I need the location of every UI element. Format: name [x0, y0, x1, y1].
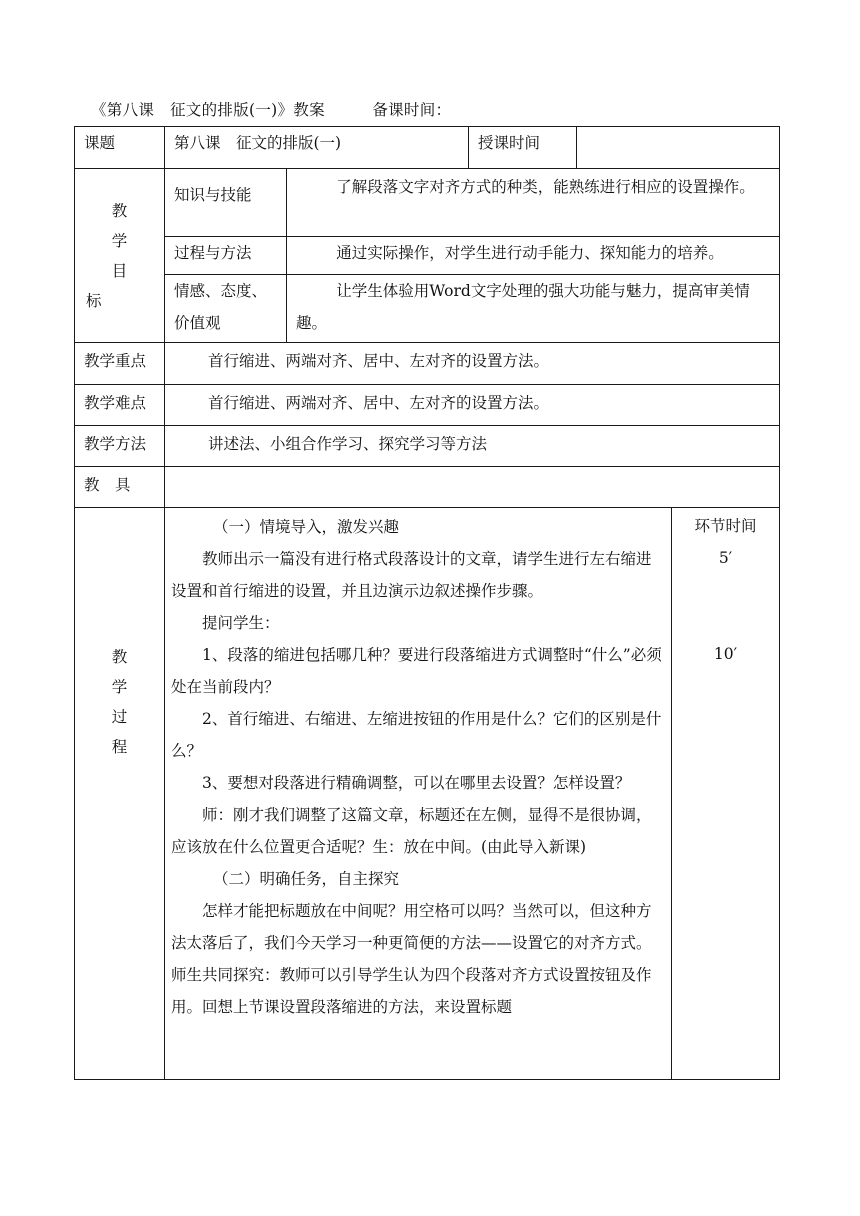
lesson-title: 《第八课 征文的排版(一)》教案: [91, 101, 325, 119]
section-heading-2: （二）明确任务，自主探究: [213, 870, 400, 888]
methods-row: [75, 426, 780, 467]
time-value-2: 10′: [713, 645, 738, 663]
difficulties-text: 首行缩进、两端对齐、居中、左对齐的设置方法。: [165, 385, 780, 426]
question-1: 1、段落的缩进包括哪几种？要进行段落缩进方式调整时“什么”必须处在当前段内？: [171, 646, 662, 696]
time-value-1: 5′: [718, 549, 733, 567]
document-heading: [91, 98, 451, 120]
topic-value: 第八课 征文的排版(一): [165, 127, 469, 169]
tools-label: 教 具: [75, 467, 165, 508]
question-2: 2、首行缩进、右缩进、左缩进按钮的作用是什么？它们的区别是什么？: [171, 710, 662, 760]
key-points-text: 首行缩进、两端对齐、居中、左对齐的设置方法。: [165, 343, 780, 385]
methods-text: 讲述法、小组合作学习、探究学习等方法: [165, 426, 780, 467]
goal-row-emotion: [75, 275, 780, 343]
goal-row-knowledge: [75, 169, 780, 237]
tools-row: [75, 467, 780, 508]
goal-label-emotion: 情感、态度、 价值观: [165, 275, 287, 343]
key-points-label: 教学重点: [75, 343, 165, 385]
topic-label: 课题: [75, 127, 165, 169]
tools-value: [165, 467, 780, 508]
goal-text-emotion: 让学生体验用Word文字处理的强大功能与魅力，提高审美情趣。: [287, 275, 780, 343]
topic-row: [75, 127, 780, 169]
process-paragraph-3: 师：刚才我们调整了这篇文章，标题还在左侧，显得不是很协调，应该放在什么位置更合适呢？生：放在中间。(由此导入新课): [171, 806, 652, 856]
process-paragraph-2: 提问学生：: [202, 614, 280, 632]
teach-time-value: [577, 127, 780, 169]
process-paragraph-4: 怎样才能把标题放在中间呢？用空格可以吗？当然可以，但这种方法太落后了，我们今天学习一种更简便的方法——设置它的对齐方式。 师生共同探究：教师可以引导学生认为四个段落对齐方式设置按钮及作用。回想上节课设置段落缩进的方法，来设置标题: [171, 902, 660, 1016]
goal-label-process: 过程与方法: [165, 237, 287, 275]
goals-label: 教 学 目 标: [75, 169, 165, 343]
difficulties-label: 教学难点: [75, 385, 165, 426]
teach-time-label: 授课时间: [469, 127, 577, 169]
methods-label: 教学方法: [75, 426, 165, 467]
time-column: [672, 508, 780, 1080]
lesson-plan-table: [74, 126, 780, 1080]
time-header: 环节时间: [694, 517, 757, 535]
difficulties-row: [75, 385, 780, 426]
goal-label-knowledge: 知识与技能: [165, 169, 287, 237]
question-3: 3、要想对段落进行精确调整，可以在哪里去设置？怎样设置？: [202, 774, 631, 792]
process-content: [165, 508, 672, 1080]
section-heading-1: （一）情境导入，激发兴趣: [213, 518, 400, 536]
goal-text-knowledge: 了解段落文字对齐方式的种类，能熟练进行相应的设置操作。: [287, 169, 780, 237]
prep-time-label: 备课时间：: [372, 101, 452, 119]
goal-text-process: 通过实际操作，对学生进行动手能力、探知能力的培养。: [287, 237, 780, 275]
process-label: 教 学 过 程: [75, 508, 165, 1080]
goal-row-process: [75, 237, 780, 275]
process-paragraph-1: 教师出示一篇没有进行格式段落设计的文章，请学生进行左右缩进设置和首行缩进的设置，并且边演示边叙述操作步骤。: [171, 550, 652, 600]
key-points-row: [75, 343, 780, 385]
process-row: [75, 508, 780, 1080]
